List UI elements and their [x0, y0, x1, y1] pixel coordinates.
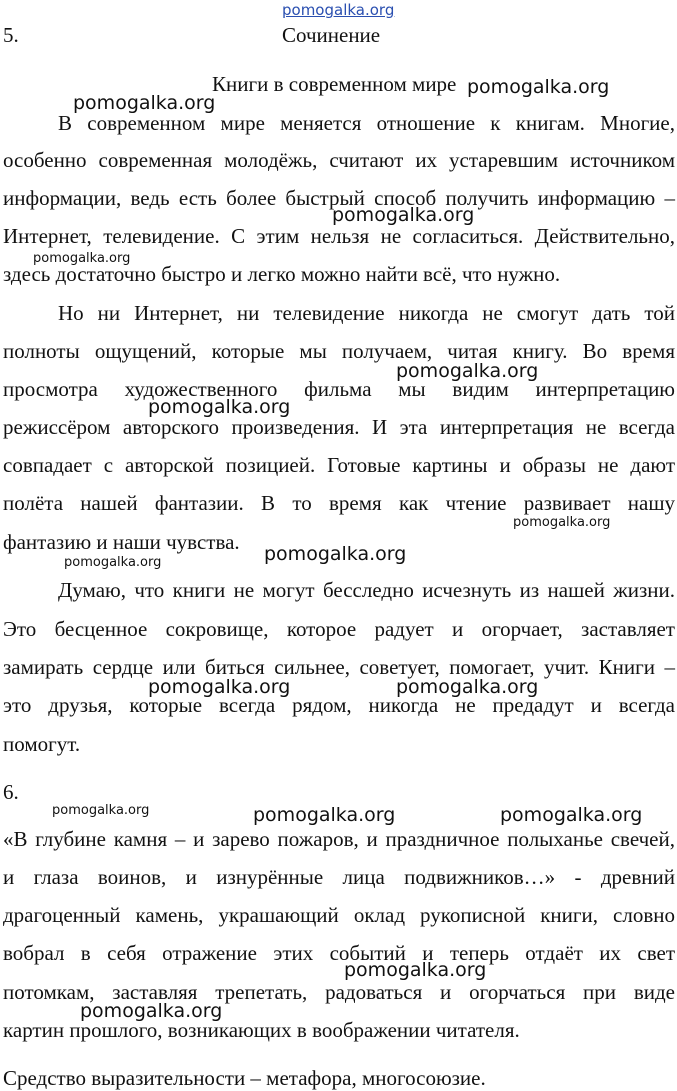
- watermark: pomogalka.org: [253, 804, 396, 826]
- essay-p3-line5: помогут.: [3, 732, 81, 756]
- task6-quote-line2: и глаза воинов, и изнурённые лица подвижников…» - древний: [3, 865, 675, 889]
- essay-p2-line4: режиссёром авторского произведения. И эта интерпретация не всегда: [3, 415, 675, 439]
- essay-p2-line2: полноты ощущений, которые мы получаем, читая книгу. Во время: [3, 339, 675, 363]
- watermark: pomogalka.org: [64, 555, 162, 570]
- essay-p3-line4: это друзья, которые всегда рядом, никогда не предадут и всегда: [3, 693, 675, 717]
- essay-p2-line5: совпадает с авторской позицией. Готовые картины и образы не дают: [3, 453, 675, 477]
- watermark: pomogalka.org: [344, 959, 487, 981]
- watermark: pomogalka.org: [148, 396, 291, 418]
- essay-p3-line2: Это бесценное сокровище, которое радует и огорчает, заставляет: [3, 617, 675, 641]
- task6-quote-line6: картин прошлого, возникающих в воображении читателя.: [3, 1018, 520, 1042]
- watermark: pomogalka.org: [33, 251, 131, 266]
- essay-p1-line5: здесь достаточно быстро и легко можно найти всё, что нужно.: [3, 262, 561, 286]
- task6-quote-line5: потомкам, заставляя трепетать, радоваться и огорчаться при виде: [3, 980, 675, 1004]
- watermark: pomogalka.org: [148, 676, 291, 698]
- essay-p1-line3: информации, ведь есть более быстрый способ получить информацию –: [3, 186, 675, 210]
- essay-p1-line4: Интернет, телевидение. С этим нельзя не согласиться. Действительно,: [3, 224, 675, 248]
- watermark-top[interactable]: pomogalka.org: [282, 1, 395, 19]
- essay-p2-line1: Но ни Интернет, ни телевидение никогда не смогут дать той: [58, 301, 675, 325]
- essay-p1-line2: особенно современная молодёжь, считают их устаревшим источником: [3, 148, 675, 172]
- task6-quote-line1: «В глубине камня – и зарево пожаров, и праздничное полыханье свечей,: [3, 827, 675, 851]
- watermark: pomogalka.org: [80, 1000, 223, 1022]
- task6-quote-line3: драгоценный камень, украшающий оклад рукописной книги, словно: [3, 903, 675, 927]
- watermark: pomogalka.org: [467, 76, 610, 98]
- essay-p2-line3: просмотра художественного фильма мы видим интерпретацию: [3, 377, 675, 401]
- task6-quote-line4: вобрал в себя отражение этих событий и теперь отдаёт их свет: [3, 941, 675, 965]
- essay-p2-line6: полёта нашей фантазии. В то время как чтение развивает нашу: [3, 491, 675, 515]
- task6-number: 6.: [3, 780, 19, 804]
- essay-title: Книги в современном мире: [212, 72, 457, 96]
- essay-p3-line1: Думаю, что книги не могут бесследно исчезнуть из нашей жизни.: [58, 578, 675, 602]
- watermark: pomogalka.org: [332, 204, 475, 226]
- watermark: pomogalka.org: [513, 515, 611, 530]
- watermark: pomogalka.org: [396, 676, 539, 698]
- essay-p1-line1: В современном мире меняется отношение к книгам. Многие,: [58, 111, 675, 135]
- task5-heading: Сочинение: [282, 23, 381, 47]
- watermark: pomogalka.org: [73, 92, 216, 114]
- watermark: pomogalka.org: [264, 543, 407, 565]
- essay-p2-line7: фантазию и наши чувства.: [3, 530, 240, 554]
- task5-number: 5.: [3, 23, 19, 47]
- watermark: pomogalka.org: [396, 360, 539, 382]
- task6-answer: Средство выразительности – метафора, многосоюзие.: [3, 1066, 486, 1090]
- watermark: pomogalka.org: [500, 804, 643, 826]
- watermark: pomogalka.org: [52, 803, 150, 818]
- essay-p3-line3: замирать сердце или биться сильнее, советует, помогает, учит. Книги –: [3, 655, 675, 679]
